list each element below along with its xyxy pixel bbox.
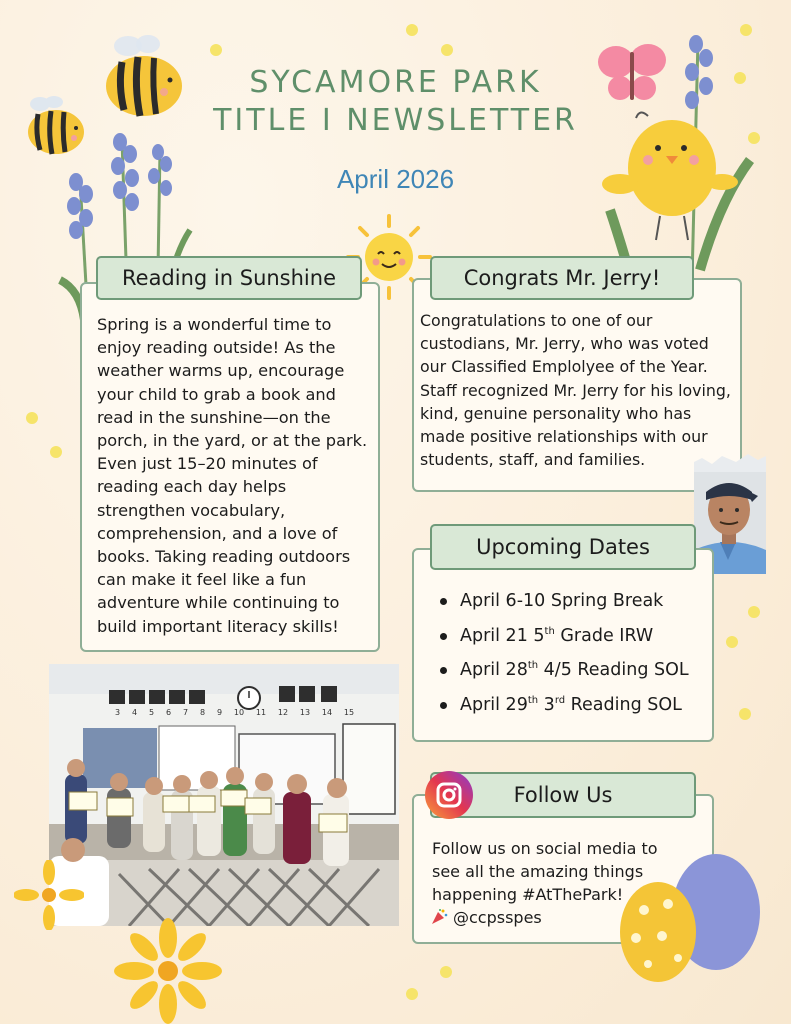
- number-card: 3: [114, 708, 121, 717]
- number-line: [109, 708, 399, 722]
- number-card: 11: [255, 708, 267, 717]
- decor-dot: [441, 44, 453, 56]
- follow-line1: Follow us on social media to: [432, 839, 658, 858]
- decor-dot: [26, 412, 38, 424]
- decor-dot: [739, 708, 751, 720]
- follow-handle[interactable]: @ccpsspes: [453, 908, 542, 927]
- number-card: 6: [165, 708, 172, 717]
- newsletter-title-line1: SYCAMORE PARK: [249, 65, 542, 100]
- dates-heading: Upcoming Dates: [430, 524, 696, 570]
- newsletter-title-line2: TITLE I NEWSLETTER: [213, 103, 578, 138]
- date-item: April 29th 3rd Reading SOL: [434, 692, 704, 727]
- date-item: April 6-10 Spring Break: [434, 588, 704, 623]
- yellow-flower-icon: [110, 918, 226, 1024]
- number-card: 13: [299, 708, 311, 717]
- dates-list: [434, 588, 704, 726]
- decor-dot: [406, 988, 418, 1000]
- decor-dot: [440, 966, 452, 978]
- follow-heading[interactable]: Follow Us: [430, 772, 696, 818]
- follow-line3: happening #AtThePark!: [432, 885, 624, 904]
- number-card: 14: [321, 708, 333, 717]
- number-card: 4: [131, 708, 138, 717]
- yellow-flower-icon: [14, 860, 84, 930]
- date-item: April 28th 4/5 Reading SOL: [434, 657, 704, 692]
- number-card: 5: [148, 708, 155, 717]
- number-card: 9: [216, 708, 223, 717]
- party-popper-icon: [430, 908, 448, 926]
- instagram-icon[interactable]: [424, 770, 474, 820]
- follow-line2: see all the amazing things: [432, 862, 644, 881]
- number-card: 8: [199, 708, 206, 717]
- date-item: April 21 5th Grade IRW: [434, 623, 704, 658]
- decor-dot: [748, 606, 760, 618]
- reading-body: Spring is a wonderful time to enjoy reading outside! As the weather warms up, encourage your child to grab a book and read in the sunshine—on the porch, in the yard, or at the park. Even just 15–20 minutes of reading each day helps strengthen vocabulary, comprehension, and a love of books. Taking reading outdoors can make it feel like a fun adventure while continuing to build important literacy skills!: [97, 315, 368, 636]
- number-card: 12: [277, 708, 289, 717]
- reading-heading: Reading in Sunshine: [96, 256, 362, 300]
- easter-eggs-icon: [614, 846, 764, 986]
- congrats-body: Congratulations to one of our custodians, Mr. Jerry, who was voted our Classified Emplolyee of the Year. Staff recognized Mr. Jerry for his loving, kind, genuine personality who has made positive relationships with our students, staff, and families.: [420, 311, 731, 470]
- classroom-photo: [49, 664, 399, 926]
- decor-dot: [406, 24, 418, 36]
- number-card: 10: [233, 708, 245, 717]
- newsletter-month: April 2026: [336, 164, 455, 194]
- decor-dot: [726, 636, 738, 648]
- decor-dot: [50, 446, 62, 458]
- decor-dot: [210, 44, 222, 56]
- number-card: 15: [343, 708, 355, 717]
- congrats-heading: Congrats Mr. Jerry!: [430, 256, 694, 300]
- number-card: 7: [182, 708, 189, 717]
